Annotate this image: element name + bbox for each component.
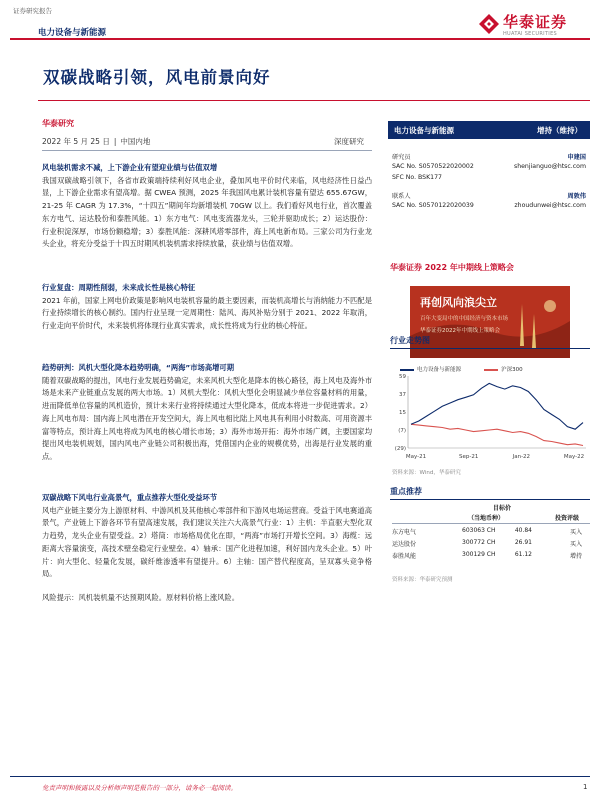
stock-name: 泰胜风能 — [392, 553, 417, 560]
stock-row — [392, 526, 590, 538]
footer-disclaimer: 免责声明和披露以及分析师声明是报告的一部分，请务必一起阅读。 — [42, 784, 237, 792]
legend-label: 电力设备与新能源 — [417, 367, 462, 373]
analyst-name: 周敦伟 — [567, 193, 586, 200]
banner-subtitle: 百年大变局中的中国经济与资本市场 — [420, 316, 509, 322]
risk-note: 风险提示：风机装机量不达预期风险。原材料价格上涨风险。 — [42, 593, 240, 602]
stock-row — [392, 550, 590, 562]
section-heading: 行业复盘：周期性削弱，未来成长性是核心特征 — [42, 283, 196, 292]
section-text: 我国双碳战略引领下，各省市政策端持续利好风电企业，叠加风电平价时代来临，风电经济性日益凸显，上下游企业需求有望高增。据 CWEA 预测，2025 年我国风电累计装机容量有望达 655.67GW，21-25 年 CAGR 为 17.3%，“十四五”期间年均新增装机 70GW 以上。我们看好风电行业，首次覆盖东方电气、运达股份和泰胜风能。1）东方电气：风电变流器龙头，三轮并驱助成长；2）运达股份：行业积淀深厚，市场份额稳增；3）泰胜风能：深耕风塔零部件，海上风电新布局。三家公司为行业龙头企业，将充分受益于十四五时期风机装机需求持续放量，获业绩与估值双增。 — [42, 175, 372, 249]
section-text: 2021 年前，国家上网电价政策是影响风电装机容量的最主要因素，而装机高增长与消纳能力不匹配是行业持续增长的核心制约。国内行业呈现一定周期性：陆风、海风补贴分别于 2021、2022 年取消，行业走向平价时代，未来装机将体现行业真实需求，成长性将成为行业的核心特征。 — [42, 295, 372, 331]
trend-chart — [390, 368, 590, 468]
rating-panel — [388, 121, 590, 139]
series-line-sector — [411, 383, 583, 429]
brand-english: HUATAI SECURITIES — [503, 31, 557, 37]
section-heading: 风电装机需求不减，上下游企业有望迎业绩与估值双增 — [42, 163, 218, 172]
footer-rule — [10, 776, 590, 777]
y-tick-label: (7) — [398, 428, 406, 434]
stocks-source: 资料来源：华泰研究预测 — [392, 577, 453, 583]
title-rule — [38, 100, 590, 101]
banner-heading: 华泰证券 2022 年中期线上策略会 — [390, 263, 514, 272]
y-tick-label: 37 — [399, 392, 406, 398]
stocks-heading: 重点推荐 — [390, 487, 422, 496]
stock-target-price: 26.91 — [514, 539, 532, 546]
col-rating: 投资评级 — [555, 515, 580, 522]
meta-rule — [42, 150, 372, 151]
stock-name: 东方电气 — [392, 529, 417, 536]
stocks-header-rule — [392, 523, 590, 524]
analyst-sac: SAC No. S0570522020002 — [392, 163, 474, 170]
section-4 — [42, 492, 372, 581]
y-tick-label: 59 — [399, 374, 406, 380]
stock-rating: 买入 — [569, 541, 582, 548]
section-text: 随着双碳战略的提出，风电行业发展趋势确定，未来风机大型化是降本的核心路径，海上风电及海外市场是未来产业链重点发展的两大市场。1）风机大型化：风机大型化会明显减少单位容量材料的用量，进而降低单位容量的风机造价，预计未来行业将持续通过大型化降本，低成本将进一步促进需求。2）海上风电布局：国内海上风电潜在开发空间大，海上风电相比陆上风电具有利用小时数高、可用资源丰富等特点，预计海上风电将成为风电的核心增长市场；3）海外市场开拓：海外市场广阔，主要国家均提出风电装机规划，国内风电产业链公司积极出海，凭借国内企业的规模优势，出海是行业发展的重点。 — [42, 375, 372, 461]
stocks-table — [392, 526, 590, 562]
banner-line: 华泰证券2022年中期线上策略会 — [420, 328, 500, 334]
stock-target-price: 40.84 — [514, 527, 532, 534]
section-heading: 双碳战略下风电行业高景气，重点推荐大型化受益环节 — [42, 493, 218, 502]
stocks-rule — [390, 499, 590, 500]
stock-target-price: 61.12 — [514, 551, 532, 558]
analyst-role: 研究员 — [392, 154, 411, 161]
stock-rating: 增持 — [569, 553, 582, 560]
col-target: 目标价 — [493, 505, 512, 512]
analyst-name: 申建国 — [567, 154, 586, 161]
page-number: 1 — [583, 783, 588, 791]
x-tick-label: May-21 — [405, 454, 427, 460]
brand-logo — [478, 10, 590, 40]
analyst-sfc: SFC No. BSK177 — [392, 174, 442, 181]
series-line-csi300 — [411, 424, 583, 445]
huatai-logo-icon — [478, 13, 500, 35]
stock-name: 运达股份 — [392, 541, 417, 548]
panel-rating: 增持（维持） — [537, 126, 582, 135]
analyst-sac: SAC No. S0570122020039 — [392, 202, 474, 209]
legend-label: 沪深300 — [501, 367, 523, 373]
report-date: 2022 年 5 月 25 日 — [42, 137, 110, 146]
banner-big-text: 再创风向浪尖立 — [420, 296, 497, 309]
brand-name: 华泰证券 — [503, 13, 568, 31]
chart-title: 行业走势图 — [390, 336, 430, 345]
report-tag: 证券研究报告 — [13, 7, 52, 15]
section-3 — [42, 362, 372, 464]
section-text: 风电产业链主要分为上游原材料、中游风机及其他核心零部件和下游风电场运营商。受益于风电赛道高景气，产业链上下游各环节有望高速发展，我们建议关注六大高景气行业：1）主机：半直驱大型化双力趋势，龙头企业有望受益。2）塔筒：市场格局优化在即，“两海”市场打开增长空间。3）海缆：远距离大容量演变，高技术壁垒稳定行业壁垒。4）轴承：国产化进程加速，利好国内龙头企业。5）叶片：向大型化、轻量化发展，碳纤维渗透率有望提升。6）主轴：国产替代程度高，呈双寡头竞争格局。 — [42, 505, 372, 579]
x-tick-label: Sep-21 — [458, 454, 479, 460]
stock-code: 603063 CH — [462, 527, 496, 534]
report-region: 中国内地 — [120, 137, 151, 146]
x-tick-label: Jan-22 — [512, 454, 531, 460]
col-currency: （当地币种） — [468, 515, 505, 522]
stock-code: 300129 CH — [462, 551, 496, 558]
header-sector: 电力设备与新能源 — [38, 28, 107, 38]
report-title: 双碳战略引领，风电前景向好 — [43, 68, 271, 87]
chart-source: 资料来源：Wind，华泰研究 — [392, 470, 461, 476]
research-org: 华泰研究 — [42, 119, 74, 128]
report-meta: 2022 年 5 月 25 日 | 中国内地 — [42, 137, 151, 146]
analyst-email[interactable]: shenjianguo@htsc.com — [513, 163, 586, 170]
header-rule — [10, 38, 590, 40]
stock-row — [392, 538, 590, 550]
y-tick-label: 15 — [399, 410, 406, 416]
x-tick-label: May-22 — [563, 454, 585, 460]
analyst-role: 联系人 — [392, 193, 411, 200]
report-type: 深度研究 — [334, 137, 364, 146]
stock-rating: 买入 — [569, 529, 582, 536]
panel-sector: 电力设备与新能源 — [394, 126, 454, 135]
y-tick-label: (29) — [394, 446, 406, 452]
section-heading: 趋势研判：风机大型化降本趋势明确，“两海”市场高增可期 — [42, 363, 235, 372]
section-1 — [42, 162, 372, 251]
chart-title-rule — [390, 348, 590, 349]
section-2 — [42, 282, 372, 333]
stock-code: 300772 CH — [462, 539, 496, 546]
analyst-email[interactable]: zhoudunwei@htsc.com — [514, 202, 586, 209]
